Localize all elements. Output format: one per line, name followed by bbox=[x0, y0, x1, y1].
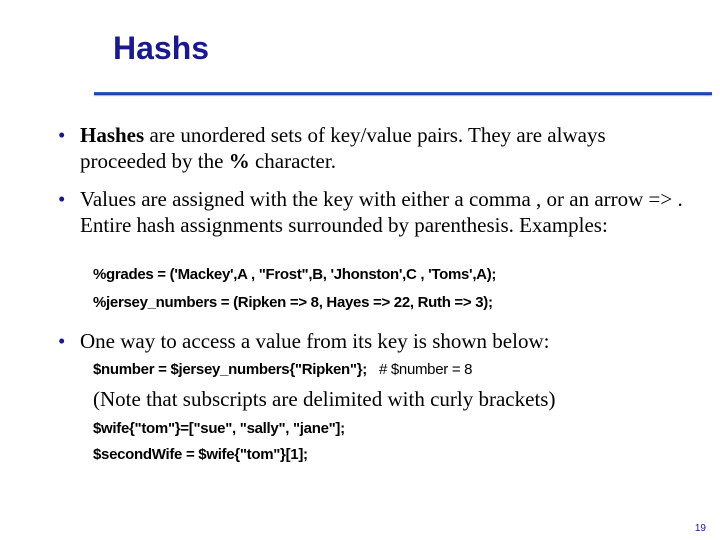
bullet-text: One way to access a value from its key is shown below: bbox=[80, 329, 550, 353]
code-example-second-wife: $secondWife = $wife{"tom"}[1]; bbox=[93, 446, 308, 463]
bullet-text-part: character. bbox=[249, 149, 336, 173]
bullet-text: Values are assigned with the key with either a comma , or an arrow => . Entire hash assignments surrounded by parenthesis. Examples: bbox=[80, 187, 683, 237]
slide-title: Hashs bbox=[113, 30, 210, 66]
bullet-text-part: are unordered sets of key/value pairs. They are always proceeded by the bbox=[80, 123, 606, 173]
code-example-grades: %grades = ('Mackey',A , "Frost",B, 'Jhonston',C , 'Toms',A); bbox=[93, 266, 497, 283]
bullet-dot: • bbox=[58, 329, 66, 353]
note-text: (Note that subscripts are delimited with curly brackets) bbox=[93, 387, 556, 411]
code-example-jersey: %jersey_numbers = (Ripken => 8, Hayes => 22, Ruth => 3); bbox=[93, 294, 493, 311]
bullet-text bbox=[80, 122, 690, 174]
bullet-dot: • bbox=[58, 123, 66, 147]
code-example-wife: $wife{"tom"}=["sue", "sally", "jane"]; bbox=[93, 420, 345, 437]
code-comment: # $number = 8 bbox=[378, 361, 473, 378]
code-statement: $number = $jersey_numbers{"Ripken"}; bbox=[93, 361, 367, 378]
title-divider bbox=[94, 92, 712, 95]
percent-symbol: % bbox=[228, 149, 250, 173]
code-access-line bbox=[93, 359, 472, 381]
bullet-dot: • bbox=[58, 187, 66, 211]
bold-term: Hashes bbox=[80, 123, 145, 147]
page-number: 19 bbox=[694, 523, 706, 534]
